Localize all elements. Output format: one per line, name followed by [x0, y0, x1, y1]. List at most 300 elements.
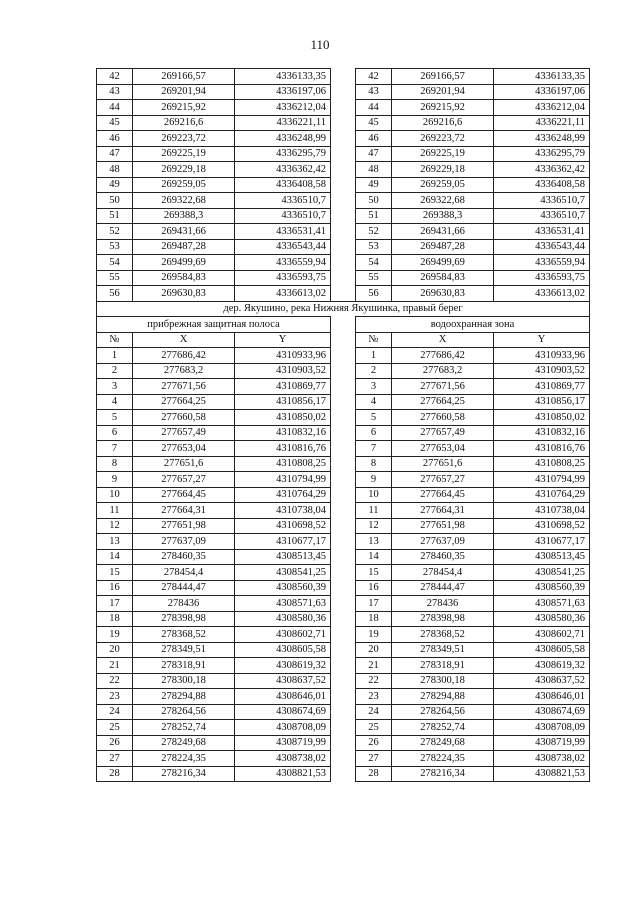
table-row — [97, 270, 590, 286]
column-gap — [331, 208, 356, 224]
table-row — [97, 720, 590, 736]
right-point-number: 25 — [356, 720, 392, 736]
table-row — [97, 689, 590, 705]
left-y-value: 4336510,7 — [235, 208, 331, 224]
left-x-value: 278436 — [133, 596, 235, 612]
right-x-value: 269259,05 — [392, 177, 494, 193]
left-x-value: 277664,45 — [133, 487, 235, 503]
page-number: 110 — [310, 37, 330, 52]
left-point-number: 45 — [97, 115, 133, 131]
left-x-value: 269388,3 — [133, 208, 235, 224]
left-y-value: 4308513,45 — [235, 549, 331, 565]
left-point-number: 1 — [97, 348, 133, 364]
left-x-value: 269216,6 — [133, 115, 235, 131]
left-y-value: 4308674,69 — [235, 704, 331, 720]
left-point-number: 19 — [97, 627, 133, 643]
right-y-value: 4308541,25 — [494, 565, 590, 581]
table-row — [97, 472, 590, 488]
left-point-number: 46 — [97, 131, 133, 147]
column-gap — [331, 286, 356, 302]
table-row — [97, 627, 590, 643]
column-gap — [331, 456, 356, 472]
column-gap — [331, 348, 356, 364]
left-y-value: 4336248,99 — [235, 131, 331, 147]
right-point-number: 20 — [356, 642, 392, 658]
right-point-number: 42 — [356, 69, 392, 85]
column-gap — [331, 720, 356, 736]
column-gap — [331, 503, 356, 519]
right-point-number: 21 — [356, 658, 392, 674]
right-point-number: 8 — [356, 456, 392, 472]
table-row — [97, 115, 590, 131]
table-row — [97, 177, 590, 193]
right-x-value: 269584,83 — [392, 270, 494, 286]
right-y-value: 4336408,58 — [494, 177, 590, 193]
left-x-value: 277683,2 — [133, 363, 235, 379]
left-y-value: 4308719,99 — [235, 735, 331, 751]
right-point-number: 56 — [356, 286, 392, 302]
right-x-value: 278398,98 — [392, 611, 494, 627]
right-point-number: 1 — [356, 348, 392, 364]
left-x-value: 269322,68 — [133, 193, 235, 209]
right-point-number: 48 — [356, 162, 392, 178]
right-point-number: 22 — [356, 673, 392, 689]
right-point-number: 52 — [356, 224, 392, 240]
column-gap — [331, 472, 356, 488]
right-x-value: 278264,56 — [392, 704, 494, 720]
right-y-value: 4310903,52 — [494, 363, 590, 379]
table-row — [97, 224, 590, 240]
right-x-value: 269215,92 — [392, 100, 494, 116]
left-x-value: 278368,52 — [133, 627, 235, 643]
table-row — [97, 208, 590, 224]
column-gap — [331, 580, 356, 596]
right-y-value: 4336197,06 — [494, 84, 590, 100]
left-x-value: 277664,31 — [133, 503, 235, 519]
table-row — [97, 286, 590, 302]
left-y-value: 4336295,79 — [235, 146, 331, 162]
right-y-value: 4308674,69 — [494, 704, 590, 720]
right-x-value: 278216,34 — [392, 766, 494, 782]
left-y-value: 4336212,04 — [235, 100, 331, 116]
right-x-value: 278349,51 — [392, 642, 494, 658]
left-point-number: 48 — [97, 162, 133, 178]
left-x-value: 269215,92 — [133, 100, 235, 116]
left-y-value: 4336408,58 — [235, 177, 331, 193]
right-y-value: 4310677,17 — [494, 534, 590, 550]
section-title: дер. Якушино, река Нижняя Якушинка, правый берег — [97, 301, 590, 317]
table-row — [97, 766, 590, 782]
right-x-value: 269322,68 — [392, 193, 494, 209]
right-x-value: 277651,6 — [392, 456, 494, 472]
left-point-number: 44 — [97, 100, 133, 116]
column-gap — [331, 317, 356, 333]
right-point-number: 10 — [356, 487, 392, 503]
left-y-value: 4310869,77 — [235, 379, 331, 395]
left-x-value: 269431,66 — [133, 224, 235, 240]
right-x-value: 278300,18 — [392, 673, 494, 689]
right-y-value: 4336362,42 — [494, 162, 590, 178]
column-gap — [331, 115, 356, 131]
right-y-value: 4336212,04 — [494, 100, 590, 116]
left-y-value: 4310850,02 — [235, 410, 331, 426]
right-point-number: 5 — [356, 410, 392, 426]
right-y-value: 4308605,58 — [494, 642, 590, 658]
column-gap — [331, 642, 356, 658]
left-x-value: 277653,04 — [133, 441, 235, 457]
table-row — [97, 146, 590, 162]
table-row — [97, 410, 590, 426]
table-row — [97, 704, 590, 720]
left-point-number: 43 — [97, 84, 133, 100]
right-point-number: 49 — [356, 177, 392, 193]
right-point-number: 44 — [356, 100, 392, 116]
right-point-number: 47 — [356, 146, 392, 162]
table-row — [97, 642, 590, 658]
left-y-value: 4310808,25 — [235, 456, 331, 472]
right-y-value: 4310856,17 — [494, 394, 590, 410]
right-x-value: 278454,4 — [392, 565, 494, 581]
column-gap — [331, 658, 356, 674]
right-y-value: 4308637,52 — [494, 673, 590, 689]
table-row — [97, 611, 590, 627]
right-y-value: 4336510,7 — [494, 193, 590, 209]
left-x-value: 278398,98 — [133, 611, 235, 627]
left-y-value: 4336510,7 — [235, 193, 331, 209]
right-point-number: 45 — [356, 115, 392, 131]
right-x-value: 278444,47 — [392, 580, 494, 596]
left-x-value: 269487,28 — [133, 239, 235, 255]
left-point-number: 3 — [97, 379, 133, 395]
right-point-number: 55 — [356, 270, 392, 286]
column-gap — [331, 549, 356, 565]
left-y-value: 4336133,35 — [235, 69, 331, 85]
left-point-number: 42 — [97, 69, 133, 85]
left-point-number: 51 — [97, 208, 133, 224]
left-x-value: 277671,56 — [133, 379, 235, 395]
column-gap — [331, 363, 356, 379]
column-gap — [331, 224, 356, 240]
right-point-number: 11 — [356, 503, 392, 519]
left-y-value: 4310794,99 — [235, 472, 331, 488]
right-y-value: 4310850,02 — [494, 410, 590, 426]
table-row — [97, 441, 590, 457]
left-x-value: 278454,4 — [133, 565, 235, 581]
table-row — [97, 658, 590, 674]
right-x-value: 277664,31 — [392, 503, 494, 519]
right-point-number: 43 — [356, 84, 392, 100]
column-gap — [331, 270, 356, 286]
left-point-number: 10 — [97, 487, 133, 503]
left-y-value: 4308821,53 — [235, 766, 331, 782]
right-y-value: 4308619,32 — [494, 658, 590, 674]
left-x-value: 269225,19 — [133, 146, 235, 162]
right-y-value: 4308708,09 — [494, 720, 590, 736]
left-point-number: 7 — [97, 441, 133, 457]
right-point-number: 4 — [356, 394, 392, 410]
right-header-x: X — [392, 332, 494, 348]
right-y-value: 4336248,99 — [494, 131, 590, 147]
right-point-number: 50 — [356, 193, 392, 209]
column-gap — [331, 162, 356, 178]
right-y-value: 4308821,53 — [494, 766, 590, 782]
table-row — [97, 100, 590, 116]
left-y-value: 4336362,42 — [235, 162, 331, 178]
left-header-no: № — [97, 332, 133, 348]
left-point-number: 17 — [97, 596, 133, 612]
left-x-value: 269630,83 — [133, 286, 235, 302]
right-x-value: 278436 — [392, 596, 494, 612]
left-y-value: 4308571,63 — [235, 596, 331, 612]
right-x-value: 277683,2 — [392, 363, 494, 379]
left-x-value: 277651,98 — [133, 518, 235, 534]
left-point-number: 5 — [97, 410, 133, 426]
left-point-number: 47 — [97, 146, 133, 162]
right-y-value: 4310808,25 — [494, 456, 590, 472]
right-point-number: 27 — [356, 751, 392, 767]
column-gap — [331, 673, 356, 689]
left-x-value: 278294,88 — [133, 689, 235, 705]
right-x-value: 269487,28 — [392, 239, 494, 255]
upper-rows — [97, 69, 590, 302]
left-point-number: 27 — [97, 751, 133, 767]
left-y-value: 4336559,94 — [235, 255, 331, 271]
left-point-number: 49 — [97, 177, 133, 193]
table-row — [97, 193, 590, 209]
table-row — [97, 425, 590, 441]
right-y-value: 4308560,39 — [494, 580, 590, 596]
left-x-value: 277657,49 — [133, 425, 235, 441]
right-point-number: 23 — [356, 689, 392, 705]
column-gap — [331, 394, 356, 410]
right-y-value: 4336543,44 — [494, 239, 590, 255]
column-gap — [331, 704, 356, 720]
left-y-value: 4308637,52 — [235, 673, 331, 689]
table-row — [97, 69, 590, 85]
left-x-value: 278318,91 — [133, 658, 235, 674]
right-x-value: 269225,19 — [392, 146, 494, 162]
left-y-value: 4336197,06 — [235, 84, 331, 100]
left-point-number: 22 — [97, 673, 133, 689]
right-y-value: 4308571,63 — [494, 596, 590, 612]
right-y-value: 4336531,41 — [494, 224, 590, 240]
left-point-number: 53 — [97, 239, 133, 255]
right-x-value: 269229,18 — [392, 162, 494, 178]
left-y-value: 4310738,04 — [235, 503, 331, 519]
column-gap — [331, 193, 356, 209]
table-row — [97, 565, 590, 581]
left-x-value: 278444,47 — [133, 580, 235, 596]
left-x-value: 269201,94 — [133, 84, 235, 100]
right-x-value: 278224,35 — [392, 751, 494, 767]
right-point-number: 46 — [356, 131, 392, 147]
left-x-value: 278460,35 — [133, 549, 235, 565]
right-x-value: 269388,3 — [392, 208, 494, 224]
right-x-value: 277671,56 — [392, 379, 494, 395]
left-y-value: 4308541,25 — [235, 565, 331, 581]
section-header — [97, 301, 590, 348]
column-gap — [331, 689, 356, 705]
left-point-number: 14 — [97, 549, 133, 565]
table-row — [97, 348, 590, 364]
right-header-y: Y — [494, 332, 590, 348]
left-y-value: 4308738,02 — [235, 751, 331, 767]
left-x-value: 277637,09 — [133, 534, 235, 550]
right-y-value: 4308602,71 — [494, 627, 590, 643]
right-point-number: 26 — [356, 735, 392, 751]
table-row — [97, 580, 590, 596]
right-x-value: 277651,98 — [392, 518, 494, 534]
right-point-number: 24 — [356, 704, 392, 720]
column-gap — [331, 177, 356, 193]
right-x-value: 269630,83 — [392, 286, 494, 302]
right-x-value: 277657,49 — [392, 425, 494, 441]
right-y-value: 4310794,99 — [494, 472, 590, 488]
right-y-value: 4336221,11 — [494, 115, 590, 131]
left-x-value: 269259,05 — [133, 177, 235, 193]
right-x-value: 277660,58 — [392, 410, 494, 426]
coordinates-table-container — [96, 68, 589, 782]
column-gap — [331, 487, 356, 503]
left-point-number: 26 — [97, 735, 133, 751]
column-gap — [331, 751, 356, 767]
left-y-value: 4308560,39 — [235, 580, 331, 596]
left-x-value: 269166,57 — [133, 69, 235, 85]
column-gap — [331, 239, 356, 255]
left-point-number: 6 — [97, 425, 133, 441]
right-x-value: 269223,72 — [392, 131, 494, 147]
right-point-number: 9 — [356, 472, 392, 488]
left-y-value: 4310698,52 — [235, 518, 331, 534]
table-row — [97, 751, 590, 767]
left-x-value: 269584,83 — [133, 270, 235, 286]
right-y-value: 4336510,7 — [494, 208, 590, 224]
table-row — [97, 518, 590, 534]
left-header-y: Y — [235, 332, 331, 348]
table-row — [97, 131, 590, 147]
left-x-value: 278349,51 — [133, 642, 235, 658]
right-x-value: 277657,27 — [392, 472, 494, 488]
right-point-number: 54 — [356, 255, 392, 271]
table-row — [97, 162, 590, 178]
column-gap — [331, 441, 356, 457]
table-row — [97, 239, 590, 255]
right-y-value: 4336295,79 — [494, 146, 590, 162]
left-point-number: 4 — [97, 394, 133, 410]
left-x-value: 269499,69 — [133, 255, 235, 271]
right-y-value: 4308580,36 — [494, 611, 590, 627]
left-point-number: 9 — [97, 472, 133, 488]
column-gap — [331, 735, 356, 751]
left-x-value: 277686,42 — [133, 348, 235, 364]
lower-rows — [97, 348, 590, 782]
right-x-value: 278460,35 — [392, 549, 494, 565]
right-y-value: 4336613,02 — [494, 286, 590, 302]
column-gap — [331, 84, 356, 100]
left-y-value: 4336543,44 — [235, 239, 331, 255]
left-point-number: 23 — [97, 689, 133, 705]
column-gap — [331, 534, 356, 550]
right-point-number: 15 — [356, 565, 392, 581]
right-x-value: 269499,69 — [392, 255, 494, 271]
table-row — [97, 394, 590, 410]
left-point-number: 11 — [97, 503, 133, 519]
table-row — [97, 363, 590, 379]
column-gap — [331, 69, 356, 85]
column-gap — [331, 627, 356, 643]
left-point-number: 54 — [97, 255, 133, 271]
right-y-value: 4310698,52 — [494, 518, 590, 534]
table-row — [97, 673, 590, 689]
left-x-value: 278216,34 — [133, 766, 235, 782]
right-x-value: 278249,68 — [392, 735, 494, 751]
right-x-value: 278252,74 — [392, 720, 494, 736]
right-header-no: № — [356, 332, 392, 348]
left-point-number: 8 — [97, 456, 133, 472]
right-point-number: 13 — [356, 534, 392, 550]
right-point-number: 6 — [356, 425, 392, 441]
right-y-value: 4308646,01 — [494, 689, 590, 705]
left-y-value: 4308580,36 — [235, 611, 331, 627]
right-point-number: 12 — [356, 518, 392, 534]
left-y-value: 4310933,96 — [235, 348, 331, 364]
left-y-value: 4310903,52 — [235, 363, 331, 379]
right-point-number: 16 — [356, 580, 392, 596]
left-x-value: 277660,58 — [133, 410, 235, 426]
left-x-value: 269223,72 — [133, 131, 235, 147]
left-point-number: 2 — [97, 363, 133, 379]
column-gap — [331, 518, 356, 534]
coordinates-table — [96, 68, 590, 782]
left-x-value: 269229,18 — [133, 162, 235, 178]
right-x-value: 278294,88 — [392, 689, 494, 705]
table-row — [97, 549, 590, 565]
left-x-value: 278224,35 — [133, 751, 235, 767]
table-row — [97, 534, 590, 550]
left-y-value: 4308602,71 — [235, 627, 331, 643]
right-x-value: 277653,04 — [392, 441, 494, 457]
left-point-number: 12 — [97, 518, 133, 534]
right-y-value: 4308738,02 — [494, 751, 590, 767]
left-y-value: 4310832,16 — [235, 425, 331, 441]
left-x-value: 277651,6 — [133, 456, 235, 472]
right-x-value: 278318,91 — [392, 658, 494, 674]
left-point-number: 13 — [97, 534, 133, 550]
left-point-number: 28 — [97, 766, 133, 782]
table-row — [97, 255, 590, 271]
right-point-number: 2 — [356, 363, 392, 379]
right-point-number: 53 — [356, 239, 392, 255]
table-row — [97, 503, 590, 519]
right-point-number: 19 — [356, 627, 392, 643]
right-y-value: 4336593,75 — [494, 270, 590, 286]
left-y-value: 4310816,76 — [235, 441, 331, 457]
left-point-number: 55 — [97, 270, 133, 286]
left-point-number: 21 — [97, 658, 133, 674]
right-x-value: 278368,52 — [392, 627, 494, 643]
column-gap — [331, 425, 356, 441]
column-gap — [331, 379, 356, 395]
left-y-value: 4310677,17 — [235, 534, 331, 550]
right-y-value: 4310869,77 — [494, 379, 590, 395]
left-x-value: 277657,27 — [133, 472, 235, 488]
column-gap — [331, 146, 356, 162]
table-row — [97, 596, 590, 612]
left-y-value: 4310764,29 — [235, 487, 331, 503]
left-x-value: 277664,25 — [133, 394, 235, 410]
right-x-value: 269201,94 — [392, 84, 494, 100]
table-row — [97, 735, 590, 751]
